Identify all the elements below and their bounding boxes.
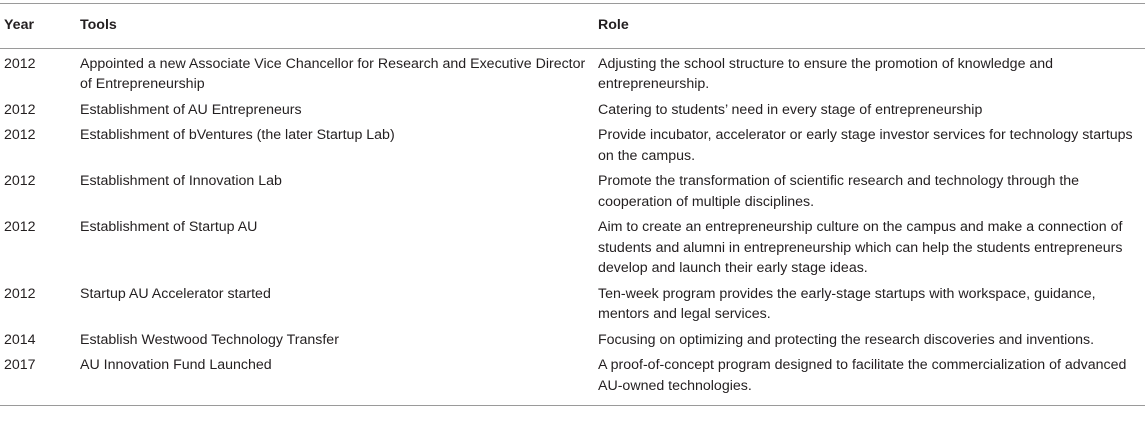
cell-tools: Establish Westwood Technology Transfer [80,331,339,348]
cell-role: Promote the transformation of scientific research and technology through the cooperation of multiple disciplines. [598,173,1080,210]
table-row [0,281,1145,327]
table-row [0,97,1145,123]
cell-role: Catering to students’ need in every stage of entrepreneurship [598,101,983,118]
cell-role: Adjusting the school structure to ensure the promotion of knowledge and entrepreneurship. [598,55,1054,92]
table-row [0,327,1145,353]
cell-role: A proof-of-concept program designed to facilitate the commercialization of advanced AU-owned technologies. [598,357,1127,394]
cell-year: 2012 [4,285,36,302]
cell-year: 2012 [4,219,36,235]
cell-tools: Startup AU Accelerator started [80,285,271,302]
cell-role: Aim to create an entrepreneurship culture on the campus and make a connection of students and alumni in entrepreneurship which can help the students entrepreneurs develop and launch their early stage ideas. [598,219,1123,276]
table-row [0,169,1145,215]
table-header [0,4,1145,49]
header-row [0,4,1145,49]
header-year: Year [4,17,34,33]
table-row [0,48,1145,97]
cell-year: 2012 [4,173,36,189]
table-row [0,123,1145,169]
cell-tools: Establishment of Innovation Lab [80,173,282,189]
table-row [0,215,1145,282]
cell-year: 2012 [4,127,36,143]
cell-role: Focusing on optimizing and protecting the research discoveries and inventions. [598,331,1095,348]
cell-year: 2014 [4,331,36,348]
header-role: Role [598,17,629,33]
cell-tools: Appointed a new Associate Vice Chancellor for Research and Executive Director of Entrepreneurship [80,55,586,92]
cell-year: 2017 [4,357,36,373]
cell-tools: Establishment of AU Entrepreneurs [80,101,302,118]
tools-role-table [0,3,1145,406]
cell-role: Provide incubator, accelerator or early stage investor services for technology startups on the campus. [598,127,1133,164]
table-body [0,48,1145,406]
table-row [0,353,1145,406]
cell-tools: AU Innovation Fund Launched [80,357,272,373]
cell-tools: Establishment of Startup AU [80,219,258,235]
cell-tools: Establishment of bVentures (the later Startup Lab) [80,127,395,143]
cell-year: 2012 [4,101,36,118]
cell-role: Ten-week program provides the early-stage startups with workspace, guidance, mentors and legal services. [598,285,1096,322]
cell-year: 2012 [4,55,36,72]
header-tools: Tools [80,17,117,33]
